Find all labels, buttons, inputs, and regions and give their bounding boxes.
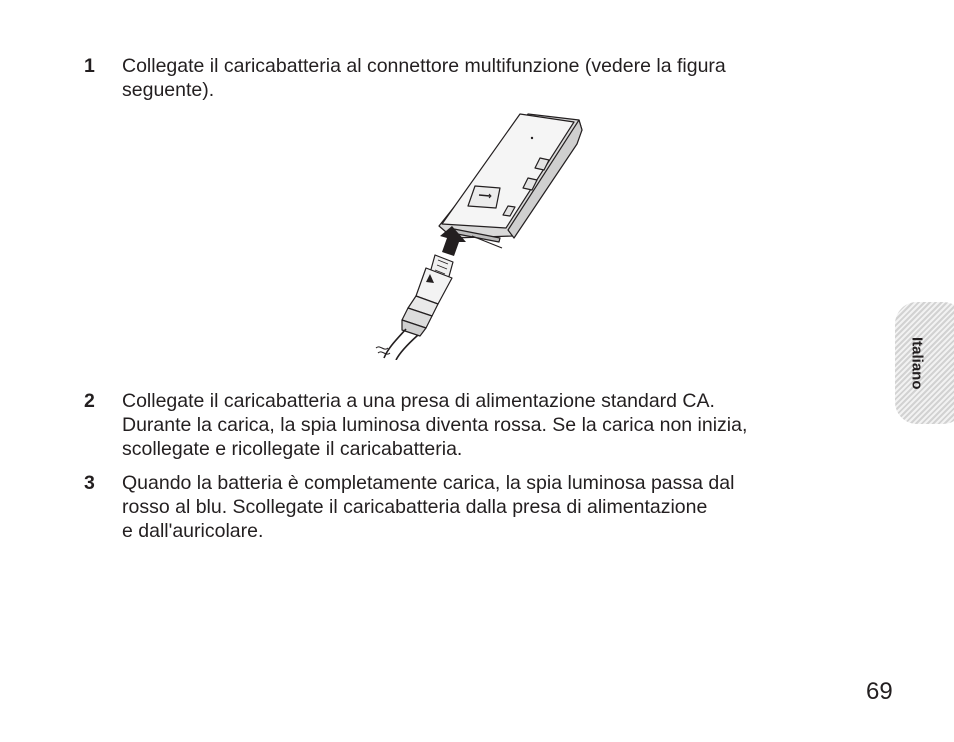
step-text [122,389,852,461]
charging-illustration [368,108,600,360]
headset-device [439,114,582,248]
step-number: 1 [84,55,95,77]
step-number: 3 [84,472,95,494]
step-line: seguente). [122,79,215,101]
step-text [122,54,852,102]
page-number: 69 [866,678,893,705]
step-number: 2 [84,390,95,412]
step-line: Collegate il caricabatteria al connettore multifunzione (vedere la figura [122,55,726,77]
step-text [122,471,852,543]
step-line: rosso al blu. Scollegate il caricabatteria dalla presa di alimentazione [122,496,708,518]
language-tab [895,302,954,424]
charger-cable [376,255,453,360]
step-line: e dall'auricolare. [122,520,264,542]
step-line: Durante la carica, la spia luminosa diventa rossa. Se la carica non inizia, [122,414,748,436]
step-line: Collegate il caricabatteria a una presa di alimentazione standard CA. [122,390,715,412]
step-line: Quando la batteria è completamente carica, la spia luminosa passa dal [122,472,735,494]
step-line: scollegate e ricollegate il caricabatteria. [122,438,463,460]
language-tab-label: Italiano [908,336,926,390]
